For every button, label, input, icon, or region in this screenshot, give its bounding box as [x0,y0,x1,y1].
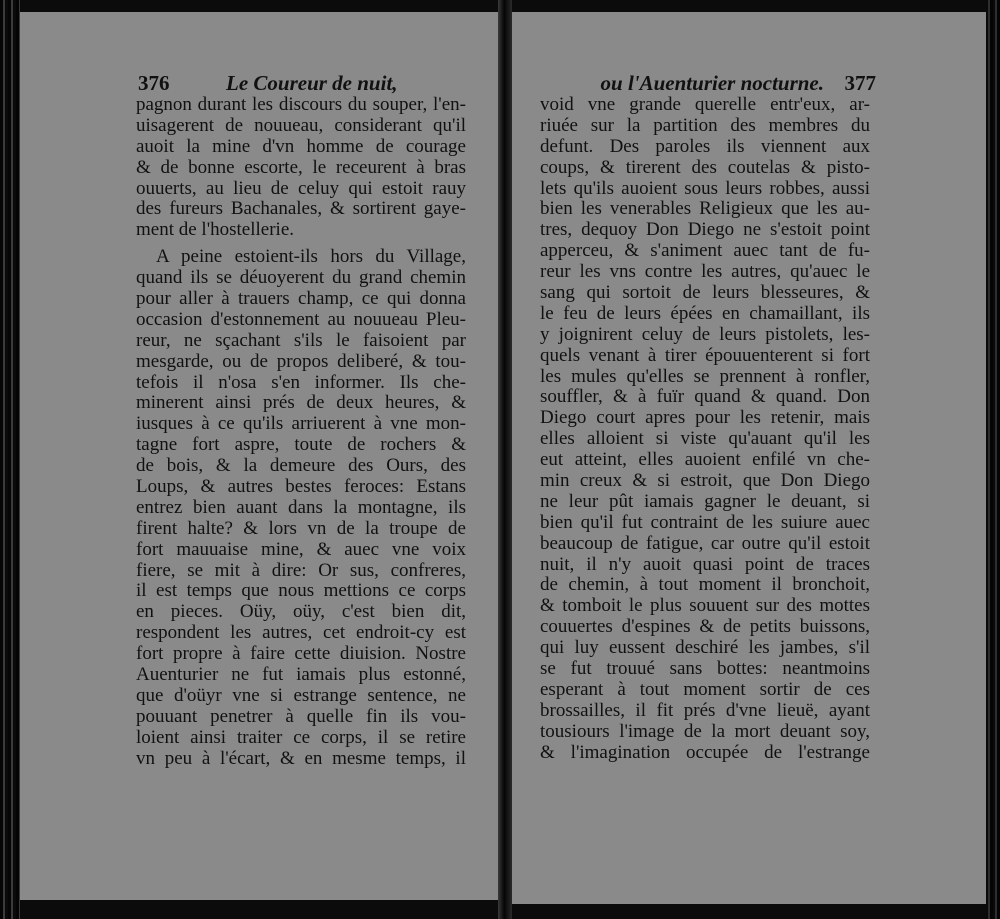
right-page-body [540,95,870,764]
text-line: qui luy eussent deschiré les jambes, s'il [540,638,870,659]
text-line: coups, & tirerent des coutelas & pisto- [540,157,870,178]
left-page [20,12,498,900]
text-line: Diego court apres pour les retenir, mais [540,408,870,429]
text-line: tagne fort aspre, toute de rochers & [136,435,466,456]
text-line: de chemin, à tout moment il bronchoit, [540,575,870,596]
left-page-edges [0,0,20,919]
text-line: beaucoup de fatigue, car outre qu'il estoit [540,533,870,554]
text-line: & tomboit le plus souuent sur des mottes [540,596,870,617]
text-line: riuée sur la partition des membres du [540,115,870,136]
text-line: pour aller à trauers champ, ce qui donna [136,289,466,310]
text-line: minerent ainsi prés de deux heures, & [136,393,466,414]
text-line: bien qu'il fut contraint de les suiure auec [540,512,870,533]
text-line: elles alloient si viste qu'auant qu'il les [540,429,870,450]
right-page [512,12,986,904]
text-line: brossailles, il fit prés d'vne lieuë, ayant [540,700,870,721]
text-line: les mules qu'elles se prennent à ronfler, [540,366,870,387]
text-line: & de bonne escorte, le receurent à bras [136,157,466,178]
text-line: souffler, & à fuïr quand & quand. Don [540,387,870,408]
text-line: vn peu à l'écart, & en mesme temps, il [136,748,466,769]
right-page-edges [986,0,1000,919]
text-line: min creux & si estroit, que Don Diego [540,471,870,492]
text-line: quand ils se déuoyerent du grand chemin [136,268,466,289]
text-line: auoit la mine d'vn homme de courage [136,136,466,157]
text-line: de bois, & la demeure des Ours, des [136,456,466,477]
left-page-number: 376 [138,71,170,95]
text-line: tres, dequoy Don Diego ne s'estoit point [540,220,870,241]
text-line: uisagerent de nouueau, considerant qu'il [136,115,466,136]
left-page-body [136,95,466,770]
right-page-number: 377 [844,71,876,95]
right-running-title: ou l'Auenturier nocturne. [600,71,824,95]
text-line: occasion d'estonnement au nouueau Pleu- [136,309,466,330]
left-page-header [138,70,458,96]
text-line: esperant à tout moment sortir de ces [540,679,870,700]
text-line: void vne grande querelle entr'eux, ar- [540,95,870,115]
text-line: fort propre à faire cette diuision. Nostre [136,644,466,665]
text-line: ment de l'hostellerie. [136,220,295,241]
text-line: nuit, il n'y auoit quasi point de traces [540,554,870,575]
text-line: respondent les autres, cet endroit-cy est [136,623,466,644]
text-line: sang qui sortoit de leurs blesseures, & [540,283,870,304]
left-running-title: Le Coureur de nuit, [226,71,398,95]
book-gutter [498,0,512,919]
text-line: fiere, se mit à dire: Or sus, confreres, [136,560,466,581]
text-line: tousiours l'image de la mort deuant soy, [540,721,870,742]
text-line: mesgarde, ou de propos deliberé, & tou- [136,351,466,372]
text-line: pouuant penetrer à quelle fin ils vou- [136,706,466,727]
text-line: iusques à ce qu'ils arriuerent à vne mon- [136,414,466,435]
text-line: ouuerts, au lieu de celuy qui estoit rauy [136,178,466,199]
text-line: reur les vns contre les autres, qu'auec le [540,262,870,283]
text-line: A peine estoient-ils hors du Village, [156,247,466,268]
text-line: eut atteint, elles auoient enfilé vn che- [540,450,870,471]
text-line: reur, ne sçachant s'ils le faisoient par [136,330,466,351]
text-line: fort mauuaise mine, & auec vne voix [136,539,466,560]
text-line: loient ainsi traiter ce corps, il se retire [136,727,466,748]
text-line: ne leur pût iamais gagner le deuant, si [540,491,870,512]
text-line: se fut trouué sans bottes: neantmoins [540,659,870,680]
text-line: bien les venerables Religieux que les au- [540,199,870,220]
text-line: y joignirent celuy de leurs pistolets, les- [540,324,870,345]
text-line: pagnon durant les discours du souper, l'en- [136,95,466,115]
text-line: lets qu'ils auoient sous leurs robbes, aussi [540,178,870,199]
text-line: firent halte? & lors vn de la troupe de [136,518,466,539]
text-line: couuertes d'espines & de petits buissons, [540,617,870,638]
text-line: entrez bien auant dans la montagne, ils [136,497,466,518]
text-line: que d'oüyr vne si estrange sentence, ne [136,685,466,706]
text-line: le feu de leurs épées en chamaillant, ils [540,303,870,324]
text-line: tefois il n'osa s'en informer. Ils che- [136,372,466,393]
text-line: Auenturier ne fut iamais plus estonné, [136,665,466,686]
text-line: apperceu, & s'animent auec tant de fu- [540,241,870,262]
text-line: Loups, & autres bestes feroces: Estans [136,477,466,498]
right-page-header [532,70,876,96]
text-line: quels venant à tirer épouuenterent si fort [540,345,870,366]
text-line: il est temps que nous mettions ce corps [136,581,466,602]
text-line: & l'imagination occupée de l'estrange [540,742,870,763]
text-line: des fureurs Bachanales, & sortirent gaye- [136,199,466,220]
text-line: defunt. Des paroles ils viennent aux [540,136,870,157]
text-line: en pieces. Oüy, oüy, c'est bien dit, [136,602,466,623]
